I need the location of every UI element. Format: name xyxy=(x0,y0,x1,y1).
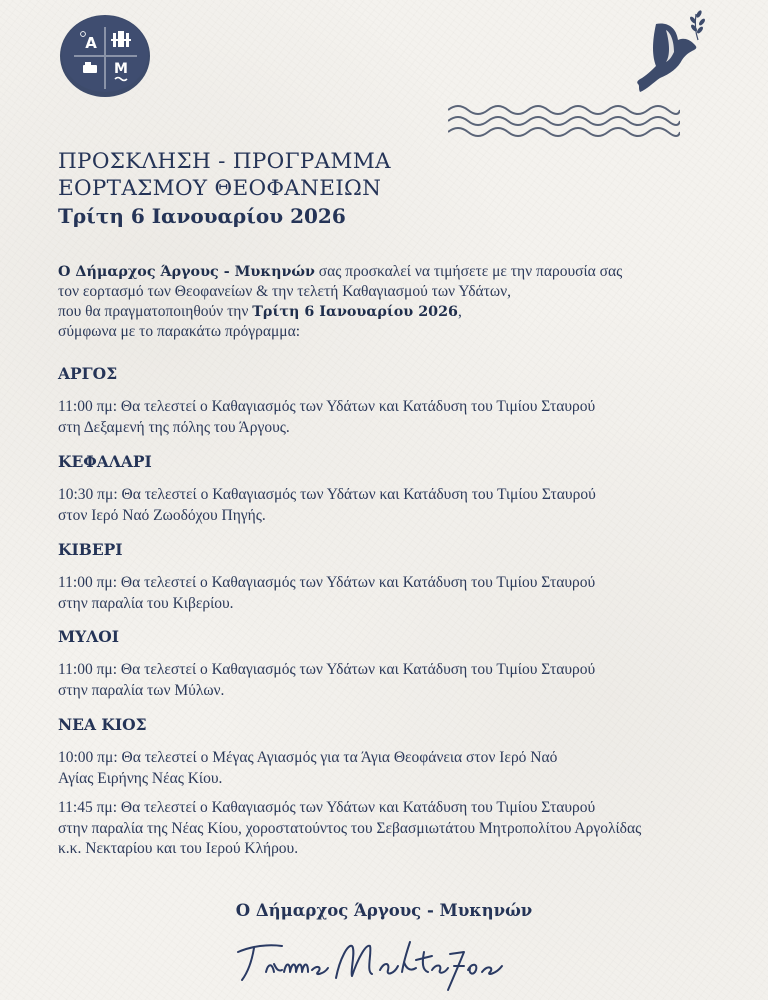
dove-with-olive-branch-icon xyxy=(636,8,746,94)
entry-line: 11:00 πμ: Θα τελεστεί ο Καθαγιασμός των Υδάτων και Κατάδυση του Τιμίου Σταυρού xyxy=(58,398,596,415)
entry-line: 11:00 πμ: Θα τελεστεί ο Καθαγιασμός των Υδάτων και Κατάδυση του Τιμίου Σταυρού xyxy=(58,661,596,678)
entry-line: στην παραλία της Νέας Κίου, χοροστατούντος του Σεβασμιωτάτου Μητροπολίτου Αργολίδας xyxy=(58,819,642,837)
program-section-kiveri xyxy=(58,540,758,623)
program-section-kefalari xyxy=(58,452,758,535)
program-entry xyxy=(58,748,758,789)
entry-line: 10:00 πμ: Θα τελεστεί ο Μέγας Αγιασμός για τα Άγια Θεοφάνεια στον Ιερό Ναό xyxy=(58,749,558,766)
host-name: Ο Δήμαρχος Άργους - Μυκηνών xyxy=(58,264,315,280)
program-entry xyxy=(58,798,758,860)
intro-punct: , xyxy=(458,303,462,320)
entry-line: στην παραλία των Μύλων. xyxy=(58,681,225,699)
event-date: Τρίτη 6 Ιανουαρίου 2026 xyxy=(252,304,458,320)
svg-text:A: A xyxy=(85,34,97,52)
entry-line: 10:30 πμ: Θα τελεστεί ο Καθαγιασμός των Υδάτων και Κατάδυση του Τιμίου Σταυρού xyxy=(58,486,596,503)
title-line-1: ΠΡΟΣΚΛΗΣΗ - ΠΡΟΓΡΑΜΜΑ xyxy=(58,149,391,174)
program-entry xyxy=(58,397,758,438)
wavy-water-lines-icon xyxy=(448,104,680,142)
entry-line: Αγίας Ειρήνης Νέας Κίου. xyxy=(58,769,223,787)
municipality-logo-icon xyxy=(57,13,153,99)
intro-paragraph xyxy=(58,262,748,342)
entry-line: κ.κ. Νεκταρίου και του Ιερού Κλήρου. xyxy=(58,840,299,857)
section-heading: ΜΥΛΟΙ xyxy=(58,627,120,646)
signatory-title: Ο Δήμαρχος Άργους - Μυκηνών xyxy=(235,901,533,920)
invitation-title xyxy=(58,148,391,230)
section-heading: ΑΡΓΟΣ xyxy=(58,364,118,383)
title-date: Τρίτη 6 Ιανουαρίου 2026 xyxy=(58,204,346,228)
entry-line: 11:45 πμ: Θα τελεστεί ο Καθαγιασμός των Υδάτων και Κατάδυση του Τιμίου Σταυρού xyxy=(58,799,596,816)
svg-text:M: M xyxy=(114,61,128,77)
intro-line-3: που θα πραγματοποιηθούν την xyxy=(58,303,253,320)
entry-line: 11:00 πμ: Θα τελεστεί ο Καθαγιασμός των Υδάτων και Κατάδυση του Τιμίου Σταυρού xyxy=(58,574,596,591)
section-heading: ΝΕΑ ΚΙΟΣ xyxy=(58,715,147,734)
section-heading: ΚΕΦΑΛΑΡΙ xyxy=(58,452,152,471)
intro-line-2: τον εορτασμό των Θεοφανείων & την τελετή Καθαγιασμού των Υδάτων, xyxy=(58,283,511,300)
entry-line: στην παραλία του Κιβερίου. xyxy=(58,594,234,612)
intro-line-4: σύμφωνα με το παρακάτω πρόγραμμα: xyxy=(58,323,301,340)
intro-line-1: σας προσκαλεί να τιμήσετε με την παρουσία σας xyxy=(314,263,623,280)
section-heading: ΚΙΒΕΡΙ xyxy=(58,540,123,559)
program-section-argos xyxy=(58,364,758,447)
handwritten-signature-icon xyxy=(232,928,532,994)
program-entry xyxy=(58,485,758,526)
program-entry xyxy=(58,573,758,614)
title-line-2: ΕΟΡΤΑΣΜΟΥ ΘΕΟΦΑΝΕΙΩΝ xyxy=(58,176,382,201)
program-section-myloi xyxy=(58,627,758,710)
program-section-nea-kios xyxy=(58,715,758,869)
entry-line: στον Ιερό Ναό Ζωοδόχου Πηγής. xyxy=(58,506,266,524)
program-entry xyxy=(58,660,758,701)
entry-line: στη Δεξαμενή της πόλης του Άργους. xyxy=(58,418,290,436)
